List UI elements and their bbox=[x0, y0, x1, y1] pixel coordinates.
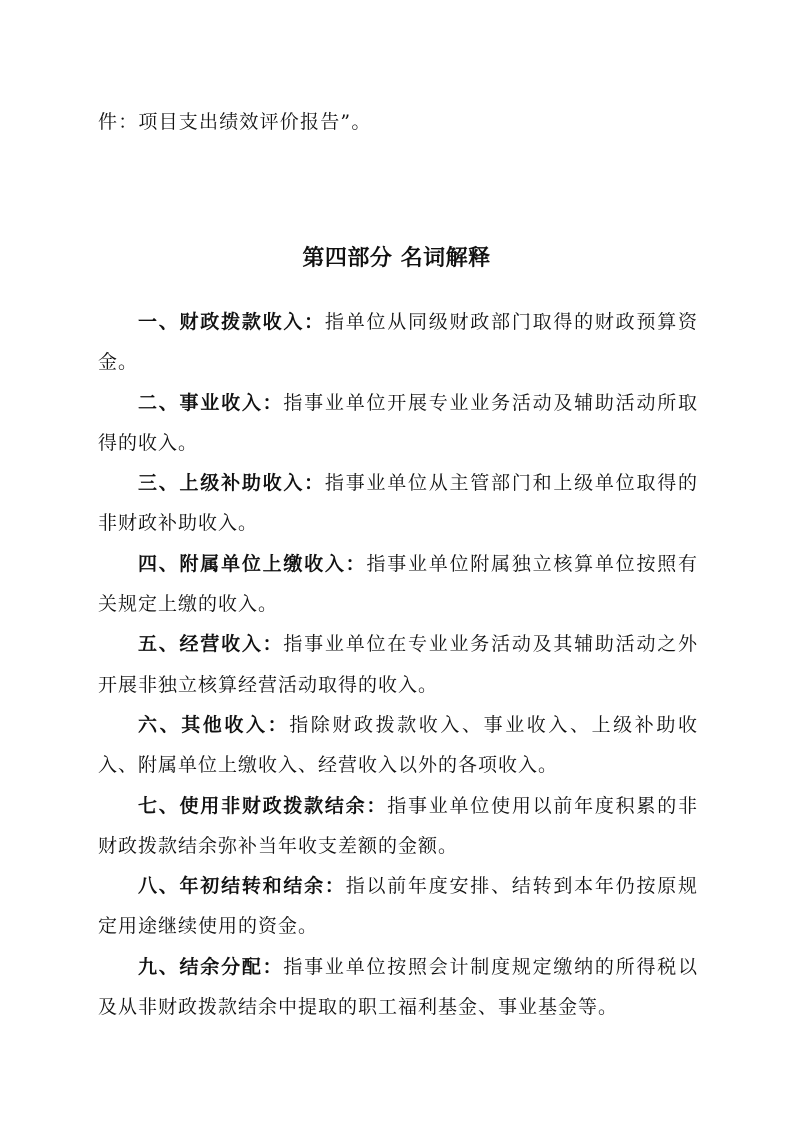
definitions-list bbox=[98, 302, 698, 1027]
definition-text: 指事业单位开展专业业务活动及辅助活动所取得的收入。 bbox=[98, 391, 698, 454]
definition-item bbox=[98, 624, 698, 705]
definition-item bbox=[98, 302, 698, 383]
section-title: 第四部分 名词解释 bbox=[302, 245, 491, 271]
definition-item bbox=[98, 463, 698, 544]
continuation-line: 件：项目支出绩效评价报告”。 bbox=[98, 111, 372, 133]
definition-item bbox=[98, 786, 698, 867]
definition-text: 指事业单位在专业业务活动及其辅助活动之外开展非独立核算经营活动取得的收入。 bbox=[98, 633, 698, 696]
definition-text: 指除财政拨款收入、事业收入、上级补助收入、附属单位上缴收入、经营收入以外的各项收入。 bbox=[98, 713, 698, 777]
definition-term: 二、事业收入： bbox=[138, 391, 284, 414]
definition-term: 七、使用非财政拨款结余： bbox=[138, 794, 388, 817]
definition-term: 三、上级补助收入： bbox=[138, 472, 325, 495]
definition-item bbox=[98, 947, 698, 1028]
definition-item bbox=[98, 705, 698, 786]
definition-term: 八、年初结转和结余： bbox=[138, 875, 346, 898]
definition-item bbox=[98, 866, 698, 947]
definition-term: 九、结余分配： bbox=[138, 955, 284, 978]
definition-text: 指事业单位从主管部门和上级单位取得的非财政补助收入。 bbox=[98, 472, 698, 535]
definition-text: 指事业单位使用以前年度积累的非财政拨款结余弥补当年收支差额的金额。 bbox=[98, 794, 698, 857]
definition-term: 六、其他收入： bbox=[138, 713, 290, 736]
definition-term: 五、经营收入： bbox=[138, 633, 284, 656]
definition-term: 一、财政拨款收入： bbox=[138, 311, 325, 333]
definition-item bbox=[98, 544, 698, 625]
definition-item bbox=[98, 383, 698, 464]
definition-text: 指事业单位附属独立核算单位按照有关规定上缴的收入。 bbox=[98, 552, 698, 616]
definition-text: 指以前年度安排、结转到本年仍按原规定用途继续使用的资金。 bbox=[98, 875, 698, 938]
definition-term: 四、附属单位上缴收入： bbox=[138, 552, 367, 575]
definition-text: 指事业单位按照会计制度规定缴纳的所得税以及从非财政拨款结余中提取的职工福利基金、事业基金等。 bbox=[98, 955, 698, 1019]
definition-text: 指单位从同级财政部门取得的财政预算资金。 bbox=[98, 311, 698, 374]
